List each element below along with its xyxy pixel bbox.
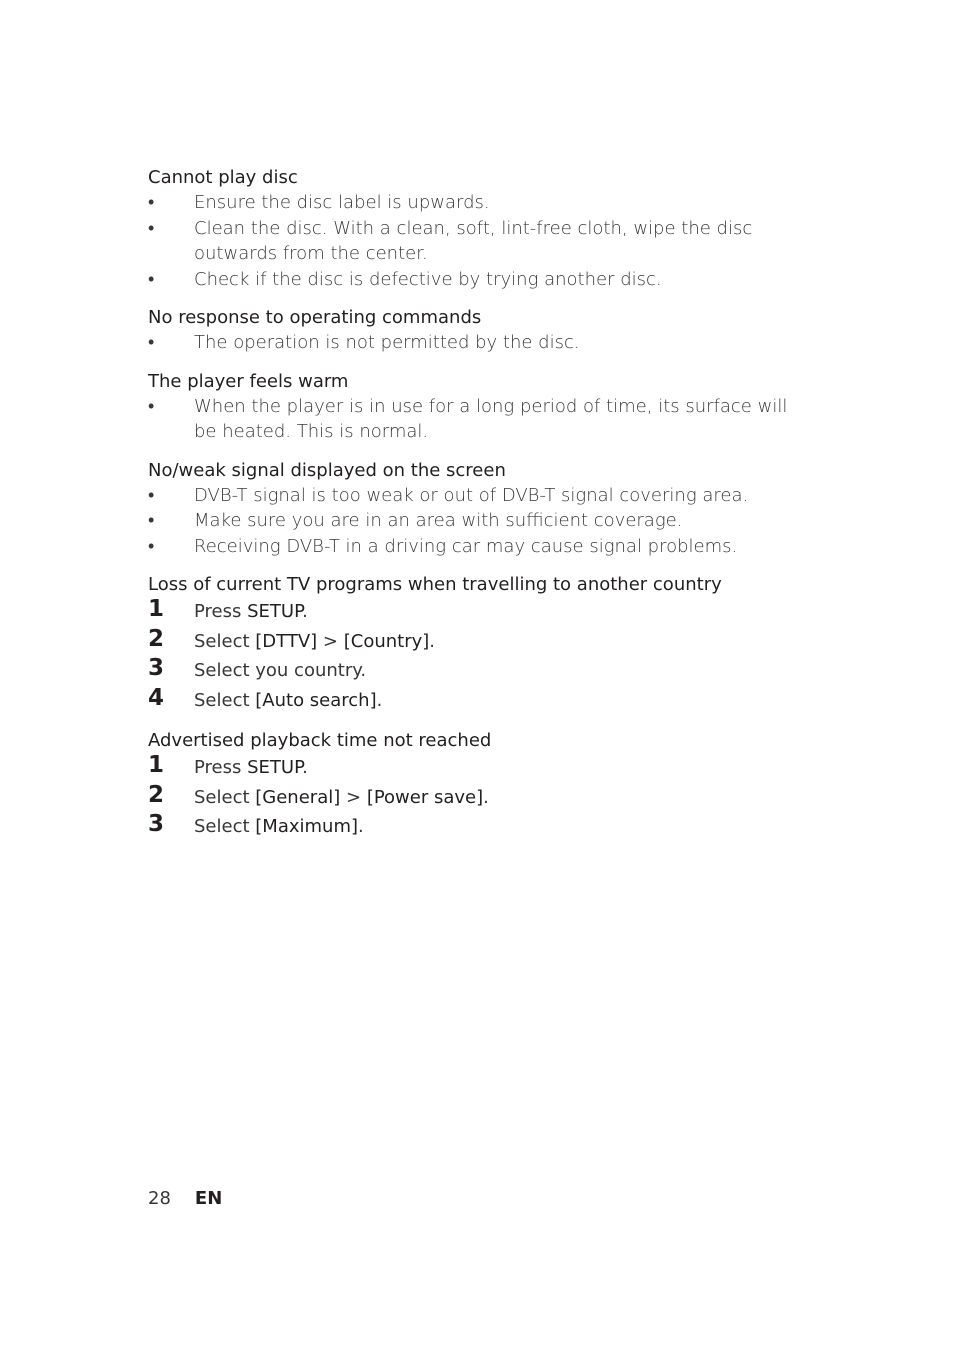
section-player-warm [148, 370, 808, 445]
list-item [148, 216, 808, 267]
step-keyword-2: [Country] [343, 630, 430, 652]
step-verb: Select [194, 816, 250, 837]
step-end: . [376, 689, 383, 711]
step-number: 1 [148, 596, 165, 622]
section-heading: No response to operating commands [148, 307, 482, 328]
step-keyword: [General] [255, 786, 341, 808]
step-item [148, 597, 808, 627]
step-list [148, 597, 808, 715]
step-item [148, 812, 808, 842]
bullet-list [148, 394, 808, 445]
step-list [148, 753, 808, 842]
step-separator: > [322, 630, 338, 652]
step-end: . [429, 630, 436, 652]
section-heading: Cannot play disc [148, 167, 298, 188]
list-item-text: Clean the disc. With a clean, soft, lint-free cloth, wipe the disc outwards from the center. [194, 217, 753, 264]
step-item [148, 656, 808, 686]
page-footer [148, 1187, 222, 1211]
bullet-glyph: • [148, 510, 155, 531]
list-item-text: The operation is not permitted by the disc. [194, 332, 580, 353]
section-heading: Loss of current TV programs when travelling to another country [148, 574, 722, 595]
step-item [148, 627, 808, 657]
bullet-glyph: • [148, 332, 155, 353]
section-cannot-play-disc [148, 166, 808, 292]
section-heading: The player feels warm [148, 370, 349, 392]
step-keyword-2: [Power save] [366, 786, 484, 808]
list-item [148, 508, 808, 534]
troubleshooting-content [148, 166, 808, 842]
step-verb: Select [194, 689, 250, 711]
step-item [148, 686, 808, 716]
list-item-text: Make sure you are in an area with sufficient coverage. [194, 510, 683, 531]
bullet-glyph: • [148, 192, 155, 213]
list-item [148, 190, 808, 216]
step-number: 2 [148, 625, 165, 652]
step-end: . [483, 786, 489, 808]
section-heading: No/weak signal displayed on the screen [148, 459, 506, 481]
step-end: . [302, 757, 308, 778]
step-verb: Select you country. [194, 660, 367, 681]
step-verb: Select [194, 786, 250, 808]
step-end: . [302, 601, 308, 622]
step-number: 3 [148, 811, 165, 837]
step-separator: > [345, 786, 362, 808]
bullet-list [148, 330, 808, 356]
bullet-list [148, 483, 808, 560]
section-no-response [148, 306, 808, 356]
step-keyword: SETUP [247, 601, 303, 622]
language-code: EN [194, 1188, 223, 1209]
list-item [148, 483, 808, 509]
step-number: 2 [148, 781, 165, 808]
step-keyword: SETUP [247, 757, 303, 778]
step-verb: Press [194, 601, 242, 622]
bullet-glyph: • [148, 535, 155, 557]
list-item [148, 394, 808, 445]
step-keyword: [Maximum] [255, 816, 359, 837]
section-loss-of-programs [148, 573, 808, 715]
section-weak-signal [148, 459, 808, 560]
step-item [148, 753, 808, 783]
list-item [148, 534, 808, 560]
step-keyword: [Auto search] [255, 689, 377, 711]
list-item-text: Check if the disc is defective by trying another disc. [194, 268, 662, 290]
step-end: . [358, 816, 364, 837]
step-keyword: [DTTV] [255, 630, 318, 652]
step-number: 3 [148, 655, 165, 681]
page-number: 28 [148, 1188, 171, 1209]
list-item-text: When the player is in use for a long period of time, its surface will be heated. This is normal. [194, 395, 788, 442]
bullet-glyph: • [148, 484, 155, 506]
list-item-text: Ensure the disc label is upwards. [194, 192, 490, 213]
bullet-glyph: • [148, 395, 155, 417]
step-number: 4 [148, 684, 165, 711]
step-verb: Press [194, 757, 242, 778]
list-item [148, 330, 808, 356]
step-number: 1 [148, 752, 165, 778]
bullet-list [148, 190, 808, 292]
list-item-text: Receiving DVB-T in a driving car may cause signal problems. [194, 535, 738, 557]
list-item [148, 267, 808, 293]
list-item-text: DVB-T signal is too weak or out of DVB-T signal covering area. [194, 484, 749, 506]
bullet-glyph: • [148, 268, 155, 290]
step-verb: Select [194, 630, 250, 652]
section-heading: Advertised playback time not reached [148, 730, 492, 751]
step-item [148, 783, 808, 813]
bullet-glyph: • [148, 217, 155, 239]
section-playback-time [148, 729, 808, 842]
